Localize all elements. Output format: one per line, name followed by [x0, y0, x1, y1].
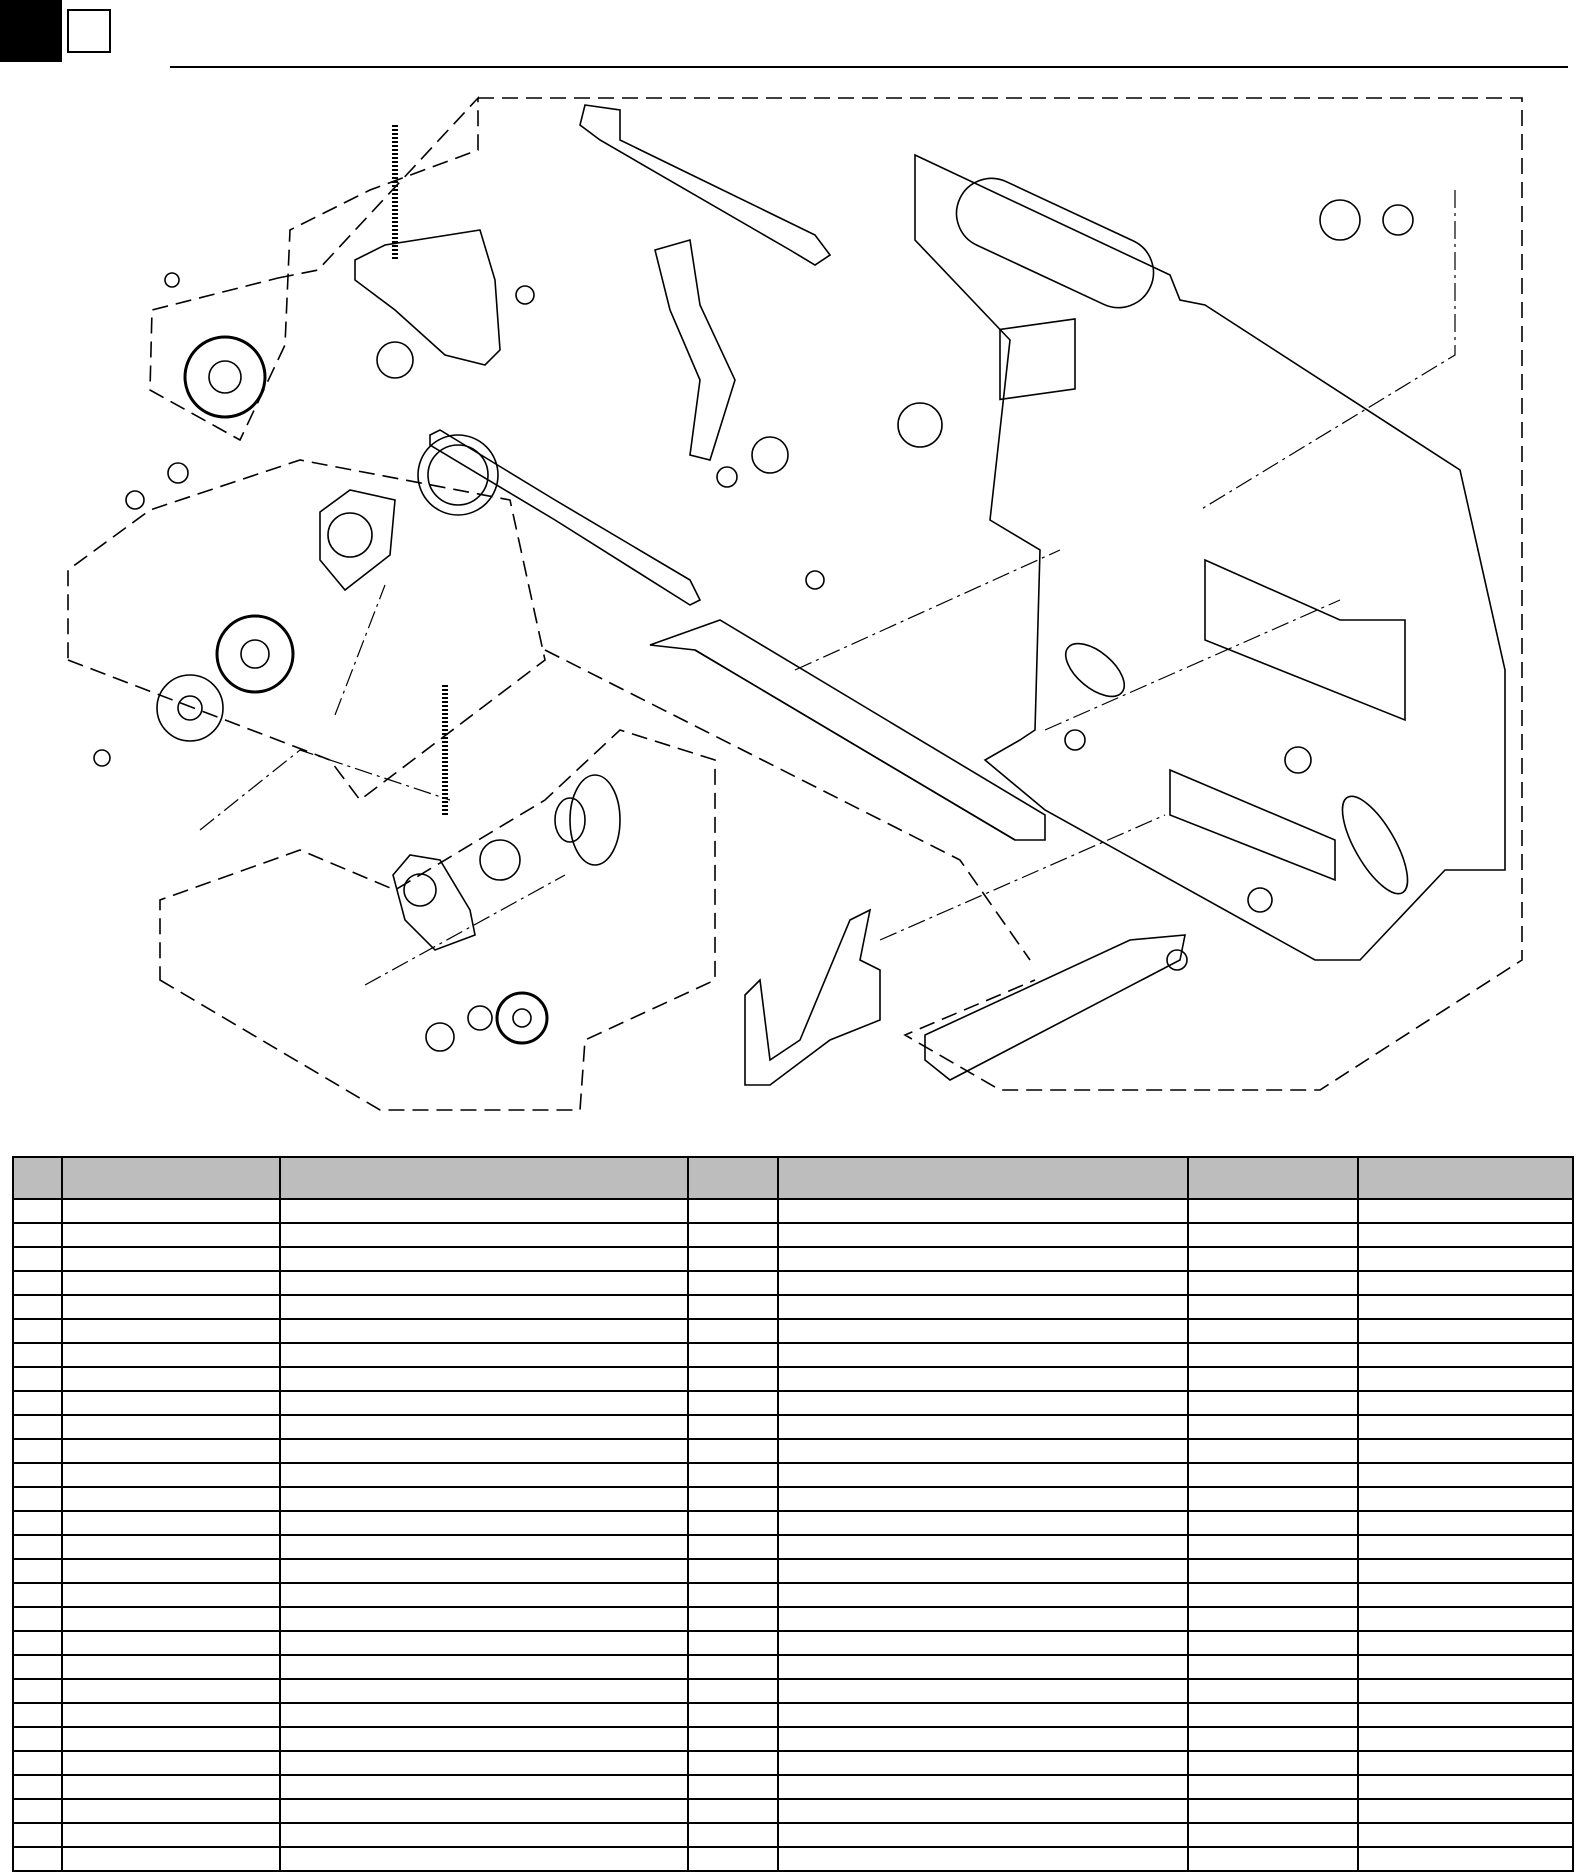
table-cell: [280, 1727, 688, 1751]
table-cell: [1188, 1511, 1358, 1535]
parts-list-table: [12, 1156, 1574, 1872]
pulley: [570, 775, 620, 865]
table-cell: [1358, 1199, 1573, 1223]
table-cell: [62, 1223, 280, 1247]
table-cell: [62, 1751, 280, 1775]
table-cell: [62, 1535, 280, 1559]
table-cell: [688, 1319, 778, 1343]
table-cell: [1188, 1703, 1358, 1727]
table-cell: [778, 1535, 1188, 1559]
table-cell: [1188, 1775, 1358, 1799]
table-cell: [778, 1343, 1188, 1367]
table-cell: [62, 1295, 280, 1319]
table-cell: [1188, 1439, 1358, 1463]
gear: [497, 993, 547, 1043]
table-header-row: [13, 1157, 1573, 1199]
table-cell: [1188, 1559, 1358, 1583]
gear: [185, 337, 265, 417]
table-cell: [1358, 1559, 1573, 1583]
wedge: [925, 935, 1185, 1080]
table-cell: [280, 1703, 688, 1727]
table-cell: [1188, 1319, 1358, 1343]
plate-window: [1170, 770, 1335, 880]
table-cell: [1358, 1799, 1573, 1823]
warning-label: [1000, 319, 1075, 400]
table-cell: [1358, 1415, 1573, 1439]
table-cell: [778, 1271, 1188, 1295]
table-cell: [62, 1271, 280, 1295]
table-cell: [62, 1559, 280, 1583]
table-cell: [13, 1823, 62, 1847]
table-cell: [1358, 1631, 1573, 1655]
table-row: [13, 1319, 1573, 1343]
table-cell: [1358, 1367, 1573, 1391]
table-cell: [62, 1607, 280, 1631]
table-cell: [1358, 1607, 1573, 1631]
table-cell: [13, 1439, 62, 1463]
table-cell: [280, 1295, 688, 1319]
table-cell: [778, 1295, 1188, 1319]
table-cell: [1188, 1487, 1358, 1511]
table-row: [13, 1559, 1573, 1583]
table-cell: [62, 1583, 280, 1607]
table-cell: [1358, 1463, 1573, 1487]
gear: [217, 616, 293, 692]
table-cell: [280, 1631, 688, 1655]
table-cell: [280, 1535, 688, 1559]
table-cell: [778, 1655, 1188, 1679]
table-row: [13, 1583, 1573, 1607]
table-cell: [1188, 1847, 1358, 1871]
table-cell: [13, 1391, 62, 1415]
table-cell: [13, 1487, 62, 1511]
table-cell: [62, 1511, 280, 1535]
table-cell: [13, 1415, 62, 1439]
table-cell: [1358, 1343, 1573, 1367]
table-row: [13, 1727, 1573, 1751]
table-cell: [688, 1583, 778, 1607]
table-cell: [1188, 1391, 1358, 1415]
table-row: [13, 1655, 1573, 1679]
table-cell: [1358, 1439, 1573, 1463]
table-cell: [62, 1727, 280, 1751]
table-cell: [1358, 1655, 1573, 1679]
table-cell: [778, 1751, 1188, 1775]
table-cell: [688, 1463, 778, 1487]
table-cell: [778, 1439, 1188, 1463]
table-cell: [688, 1439, 778, 1463]
table-cell: [688, 1535, 778, 1559]
table-row: [13, 1775, 1573, 1799]
section-tab: [0, 0, 62, 62]
table-cell: [1358, 1847, 1573, 1871]
table-cell: [778, 1463, 1188, 1487]
table-cell: [1358, 1679, 1573, 1703]
table-cell: [280, 1583, 688, 1607]
table-cell: [280, 1607, 688, 1631]
table-cell: [778, 1415, 1188, 1439]
table-cell: [62, 1655, 280, 1679]
table-cell: [688, 1559, 778, 1583]
table-cell: [778, 1487, 1188, 1511]
table-cell: [778, 1391, 1188, 1415]
table-row: [13, 1799, 1573, 1823]
table-cell: [1188, 1751, 1358, 1775]
table-cell: [1188, 1199, 1358, 1223]
table-cell: [62, 1343, 280, 1367]
table-cell: [280, 1247, 688, 1271]
table-cell: [688, 1679, 778, 1703]
table-cell: [280, 1655, 688, 1679]
table-cell: [1188, 1415, 1358, 1439]
table-row: [13, 1199, 1573, 1223]
table-cell: [1188, 1367, 1358, 1391]
table-cell: [13, 1535, 62, 1559]
table-cell: [688, 1727, 778, 1751]
table-cell: [778, 1847, 1188, 1871]
table-cell: [1188, 1271, 1358, 1295]
table-cell: [688, 1703, 778, 1727]
table-row: [13, 1223, 1573, 1247]
table-cell: [778, 1703, 1188, 1727]
table-cell: [688, 1847, 778, 1871]
table-cell: [1358, 1511, 1573, 1535]
table-cell: [13, 1223, 62, 1247]
table-cell: [778, 1559, 1188, 1583]
table-cell: [1358, 1775, 1573, 1799]
table-cell: [688, 1199, 778, 1223]
table-cell: [13, 1679, 62, 1703]
table-cell: [62, 1679, 280, 1703]
table-cell: [280, 1847, 688, 1871]
table-cell: [688, 1367, 778, 1391]
table-cell: [62, 1703, 280, 1727]
table-cell: [280, 1679, 688, 1703]
cam-plate: [320, 490, 395, 590]
table-cell: [778, 1607, 1188, 1631]
table-cell: [778, 1223, 1188, 1247]
link-arm: [580, 105, 830, 265]
table-cell: [1188, 1343, 1358, 1367]
table-cell: [688, 1631, 778, 1655]
table-cell: [62, 1847, 280, 1871]
table-cell: [13, 1655, 62, 1679]
table-cell: [688, 1511, 778, 1535]
table-row: [13, 1847, 1573, 1871]
table-row: [13, 1439, 1573, 1463]
table-cell: [688, 1607, 778, 1631]
table-row: [13, 1367, 1573, 1391]
table-cell: [688, 1295, 778, 1319]
table-cell: [1358, 1487, 1573, 1511]
table-row: [13, 1823, 1573, 1847]
cam-plate: [393, 855, 475, 950]
table-cell: [688, 1343, 778, 1367]
table-cell: [688, 1799, 778, 1823]
table-cell: [1188, 1631, 1358, 1655]
dashed-group-outline: [478, 98, 1522, 1090]
table-cell: [1188, 1607, 1358, 1631]
column-header: [62, 1157, 280, 1199]
table-cell: [1188, 1247, 1358, 1271]
table-cell: [688, 1751, 778, 1775]
table-cell: [1358, 1247, 1573, 1271]
dashed-group-outline: [160, 730, 715, 1110]
table-cell: [13, 1799, 62, 1823]
table-cell: [62, 1775, 280, 1799]
column-header: [13, 1157, 62, 1199]
table-cell: [13, 1319, 62, 1343]
table-cell: [280, 1391, 688, 1415]
table-cell: [280, 1343, 688, 1367]
table-row: [13, 1631, 1573, 1655]
table-cell: [13, 1847, 62, 1871]
table-cell: [1358, 1271, 1573, 1295]
table-cell: [62, 1199, 280, 1223]
table-cell: [13, 1727, 62, 1751]
column-header: [1188, 1157, 1358, 1199]
table-cell: [778, 1247, 1188, 1271]
table-cell: [1358, 1727, 1573, 1751]
table-cell: [280, 1271, 688, 1295]
table-cell: [13, 1247, 62, 1271]
table-cell: [280, 1463, 688, 1487]
table-cell: [280, 1367, 688, 1391]
exploded-parts-diagram: [0, 80, 1576, 1115]
table-cell: [1188, 1295, 1358, 1319]
table-cell: [778, 1367, 1188, 1391]
table-cell: [13, 1775, 62, 1799]
table-row: [13, 1343, 1573, 1367]
table-cell: [280, 1751, 688, 1775]
table-row: [13, 1295, 1573, 1319]
table-cell: [62, 1415, 280, 1439]
table-row: [13, 1511, 1573, 1535]
table-cell: [13, 1463, 62, 1487]
table-cell: [62, 1823, 280, 1847]
table-row: [13, 1415, 1573, 1439]
table-cell: [1188, 1655, 1358, 1679]
table-cell: [1188, 1463, 1358, 1487]
dashed-group-outline: [150, 98, 478, 440]
table-cell: [1358, 1319, 1573, 1343]
table-cell: [280, 1487, 688, 1511]
plate-oval: [1057, 634, 1134, 707]
table-cell: [13, 1607, 62, 1631]
lever: [655, 240, 735, 460]
table-cell: [688, 1775, 778, 1799]
table-cell: [1358, 1703, 1573, 1727]
table-cell: [280, 1799, 688, 1823]
column-header: [778, 1157, 1188, 1199]
table-cell: [1358, 1823, 1573, 1847]
table-cell: [13, 1559, 62, 1583]
table-cell: [62, 1631, 280, 1655]
table-cell: [280, 1439, 688, 1463]
column-header: [1358, 1157, 1573, 1199]
table-cell: [13, 1271, 62, 1295]
table-cell: [13, 1199, 62, 1223]
table-cell: [280, 1511, 688, 1535]
table-cell: [688, 1247, 778, 1271]
table-cell: [62, 1367, 280, 1391]
table-cell: [13, 1367, 62, 1391]
table-cell: [778, 1679, 1188, 1703]
dashed-group-outline: [68, 460, 545, 800]
table-cell: [778, 1511, 1188, 1535]
table-cell: [688, 1823, 778, 1847]
table-cell: [778, 1199, 1188, 1223]
plate-slot: [945, 167, 1165, 319]
table-cell: [13, 1703, 62, 1727]
disc: [157, 675, 223, 741]
table-cell: [1358, 1583, 1573, 1607]
table-cell: [13, 1631, 62, 1655]
table-cell: [1358, 1535, 1573, 1559]
table-cell: [1188, 1223, 1358, 1247]
table-cell: [280, 1223, 688, 1247]
table-cell: [13, 1511, 62, 1535]
table-cell: [688, 1655, 778, 1679]
table-cell: [62, 1319, 280, 1343]
table-cell: [778, 1727, 1188, 1751]
column-header: [280, 1157, 688, 1199]
small-parts: [94, 200, 1413, 1051]
plate-window: [1205, 560, 1405, 720]
table-cell: [1358, 1295, 1573, 1319]
table-row: [13, 1703, 1573, 1727]
plate-oval: [1330, 787, 1420, 902]
table-cell: [13, 1751, 62, 1775]
table-cell: [688, 1415, 778, 1439]
table-cell: [62, 1799, 280, 1823]
table-cell: [1188, 1583, 1358, 1607]
section-number-box: [67, 9, 111, 53]
table-row: [13, 1487, 1573, 1511]
table-row: [13, 1679, 1573, 1703]
table-cell: [688, 1487, 778, 1511]
table-cell: [62, 1463, 280, 1487]
bracket: [745, 910, 880, 1085]
table-cell: [1188, 1799, 1358, 1823]
table-cell: [778, 1319, 1188, 1343]
table-cell: [1358, 1391, 1573, 1415]
channel-bar: [650, 620, 1045, 840]
table-row: [13, 1751, 1573, 1775]
table-cell: [1358, 1751, 1573, 1775]
table-cell: [1188, 1679, 1358, 1703]
ring: [418, 435, 498, 515]
table-cell: [688, 1391, 778, 1415]
table-cell: [13, 1343, 62, 1367]
table-row: [13, 1463, 1573, 1487]
table-row: [13, 1607, 1573, 1631]
table-cell: [1188, 1727, 1358, 1751]
table-cell: [62, 1391, 280, 1415]
bracket: [355, 230, 500, 365]
table-cell: [688, 1223, 778, 1247]
table-cell: [778, 1583, 1188, 1607]
table-cell: [778, 1775, 1188, 1799]
table-cell: [280, 1319, 688, 1343]
table-body: [13, 1199, 1573, 1871]
table-cell: [280, 1415, 688, 1439]
table-cell: [280, 1823, 688, 1847]
table-cell: [62, 1439, 280, 1463]
table-cell: [280, 1775, 688, 1799]
table-cell: [13, 1295, 62, 1319]
table-cell: [280, 1199, 688, 1223]
table-cell: [1188, 1823, 1358, 1847]
title-rule: [170, 66, 1568, 68]
table-cell: [62, 1487, 280, 1511]
table-row: [13, 1535, 1573, 1559]
table-cell: [1188, 1535, 1358, 1559]
table-row: [13, 1247, 1573, 1271]
table-cell: [62, 1247, 280, 1271]
table-cell: [688, 1271, 778, 1295]
side-plate: [915, 155, 1505, 960]
table-cell: [778, 1823, 1188, 1847]
table-cell: [778, 1799, 1188, 1823]
column-header: [688, 1157, 778, 1199]
table-cell: [13, 1583, 62, 1607]
table-cell: [1358, 1223, 1573, 1247]
table-row: [13, 1271, 1573, 1295]
table-cell: [778, 1631, 1188, 1655]
long-arm: [430, 430, 700, 605]
table-cell: [280, 1559, 688, 1583]
table-row: [13, 1391, 1573, 1415]
